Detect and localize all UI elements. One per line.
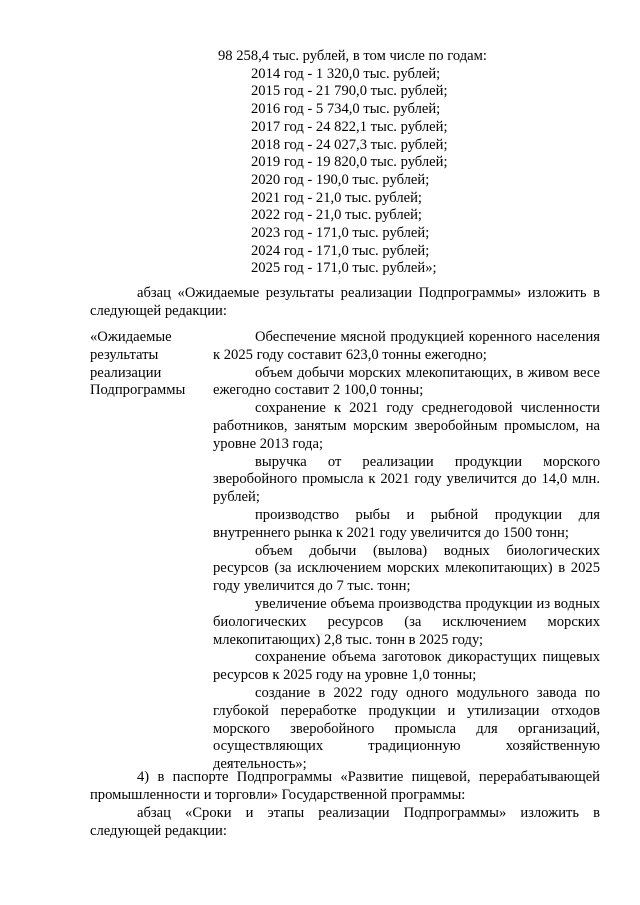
funding-by-years <box>218 48 487 278</box>
funding-year-line: 2023 год - 171,0 тыс. рублей; <box>251 225 430 242</box>
funding-year-line: 2019 год - 19 820,0 тыс. рублей; <box>251 154 448 171</box>
paragraph-terms-text: абзац «Сроки и этапы реализации Подпрограммы» изложить в следующей редакции: <box>90 805 600 839</box>
result-item: сохранение к 2021 году среднегодовой численности работников, занятым морским зверобойным промыслом, на уровне 2013 года; <box>213 400 600 452</box>
funding-year-line: 2020 год - 190,0 тыс. рублей; <box>251 171 430 188</box>
result-item: создание в 2022 году одного модульного завода по глубокой переработке продукции и утилизации отходов морского зверобойного промысла для организаций, осуществляющих традиционную хозяйственную деятельность»; <box>213 684 600 773</box>
funding-year-line: 2015 год - 21 790,0 тыс. рублей; <box>251 83 448 100</box>
paragraph-terms <box>90 805 600 840</box>
results-label: «Ожидаемые результаты реализации Подпрограммы <box>90 329 186 399</box>
paragraph-results-intro <box>90 285 600 320</box>
paragraph-results-intro-text: абзац «Ожидаемые результаты реализации Подпрограммы» изложить в следующей редакции: <box>90 285 600 319</box>
funding-year-line: 2021 год - 21,0 тыс. рублей; <box>251 189 422 206</box>
result-item: производство рыбы и рыбной продукции для внутреннего рынка к 2021 году увеличится до 1500 тонн; <box>213 506 600 541</box>
result-item: выручка от реализации продукции морского зверобойного промысла к 2021 году увеличится до 14,0 млн. рублей; <box>213 453 600 506</box>
funding-year-line: 2018 год - 24 027,3 тыс. рублей; <box>251 136 448 153</box>
funding-total-line: 98 258,4 тыс. рублей, в том числе по годам: <box>218 48 487 64</box>
result-item: объем добычи морских млекопитающих, в живом весе ежегодно составит 2 100,0 тонны; <box>213 364 600 399</box>
funding-year-line: 2025 год - 171,0 тыс. рублей»; <box>251 260 437 277</box>
results-list <box>213 329 600 774</box>
funding-year-line: 2024 год - 171,0 тыс. рублей; <box>251 242 430 259</box>
result-item: сохранение объема заготовок дикорастущих пищевых ресурсов к 2025 году на уровне 1,0 тонны; <box>213 649 600 684</box>
funding-year-line: 2014 год - 1 320,0 тыс. рублей; <box>251 65 441 82</box>
funding-year-line: 2016 год - 5 734,0 тыс. рублей; <box>251 101 441 118</box>
funding-year-line: 2017 год - 24 822,1 тыс. рублей; <box>251 118 448 135</box>
paragraph-item-4-text: 4) в паспорте Подпрограммы «Развитие пищевой, перерабатывающей промышленности и торговли» Государственной программы: <box>90 769 600 803</box>
result-item: Обеспечение мясной продукцией коренного населения к 2025 году составит 623,0 тонны ежегодно; <box>213 329 600 363</box>
result-item: увеличение объема производства продукции из водных биологических ресурсов (за исключением морских млекопитающих) 2,8 тыс. тонн в 2025 году; <box>213 595 600 648</box>
result-item: объем добычи (вылова) водных биологических ресурсов (за исключением морских млекопитающих) в 2025 году увеличится до 7 тыс. тонн; <box>213 542 600 595</box>
paragraph-item-4 <box>90 769 600 804</box>
funding-year-line: 2022 год - 21,0 тыс. рублей; <box>251 207 422 224</box>
